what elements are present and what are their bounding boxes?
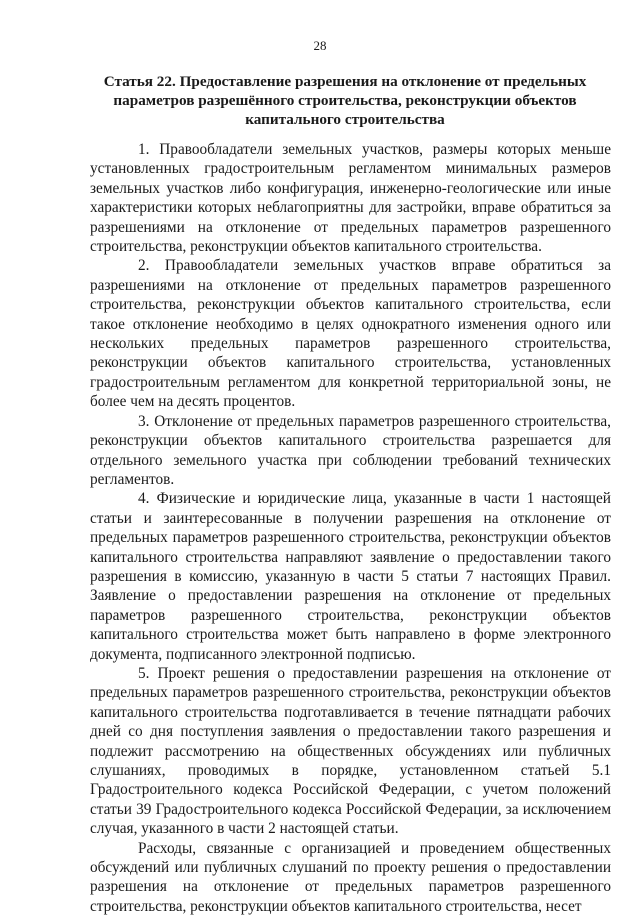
article-body [90, 140, 611, 916]
paragraph-6: Расходы, связанные с организацией и проведением общественных обсуждений или публичных слушаний по проекту решения о предоставлении разрешения на отклонение от предельных параметров разрешенного строительства, реконструкции объектов капитального строительства, несет [90, 839, 611, 915]
paragraph-4: 4. Физические и юридические лица, указанные в части 1 настоящей статьи и заинтересованные в получении разрешения на отклонение от предельных параметров разрешенного строительства, реконструкции объектов капитального строительства направляют заявление о предоставлении такого разрешения в комиссию, указанную в части 5 статьи 7 настоящих Правил. Заявление о предоставлении разрешения на отклонение от предельных параметров разрешенного строительства, реконструкции объектов капитального строительства может быть направлено в форме электронного документа, подписанного электронной подписью. [90, 490, 611, 663]
paragraph-3: 3. Отклонение от предельных параметров разрешенного строительства, реконструкции объектов капитального строительства разрешается для отдельного земельного участка при соблюдении требований технических регламентов. [90, 412, 611, 488]
paragraph-2: 2. Правообладатели земельных участков вправе обратиться за разрешениями на отклонение от предельных параметров разрешенного строительства, реконструкции объектов капитального строительства, если такое отклонение необходимо в целях однократного изменения одного или нескольких предельных параметров разрешенного строительства, реконструкции объектов капитального строительства, установленных градостроительным регламентом для конкретной территориальной зоны, не более чем на десять процентов. [90, 257, 611, 411]
article-title: Статья 22. Предоставление разрешения на отклонение от предельных параметров разрешённого строительства, реконструкции объектов капитального строительства [103, 73, 587, 128]
paragraph-1: 1. Правообладатели земельных участков, размеры которых меньше установленных градостроительным регламентом минимальных размеров земельных участков либо конфигурация, инженерно-геологические или иные характеристики которых неблагоприятны для застройки, вправе обратиться за разрешениями на отклонение от предельных параметров разрешенного строительства, реконструкции объектов капитального строительства. [90, 141, 611, 256]
page-number: 28 [313, 38, 327, 53]
paragraph-5: 5. Проект решения о предоставлении разрешения на отклонение от предельных параметров разрешенного строительства, реконструкции объектов капитального строительства подготавливается в течение пятнадцати рабочих дней со дня поступления заявления о предоставлении такого разрешения и подлежит рассмотрению на общественных обсуждениях или публичных слушаниях, проводимых в порядке, установленном статьей 5.1 Градостроительного кодекса Российской Федерации, с учетом положений статьи 39 Градостроительного кодекса Российской Федерации, за исключением случая, указанного в части 2 настоящей статьи. [90, 664, 611, 838]
